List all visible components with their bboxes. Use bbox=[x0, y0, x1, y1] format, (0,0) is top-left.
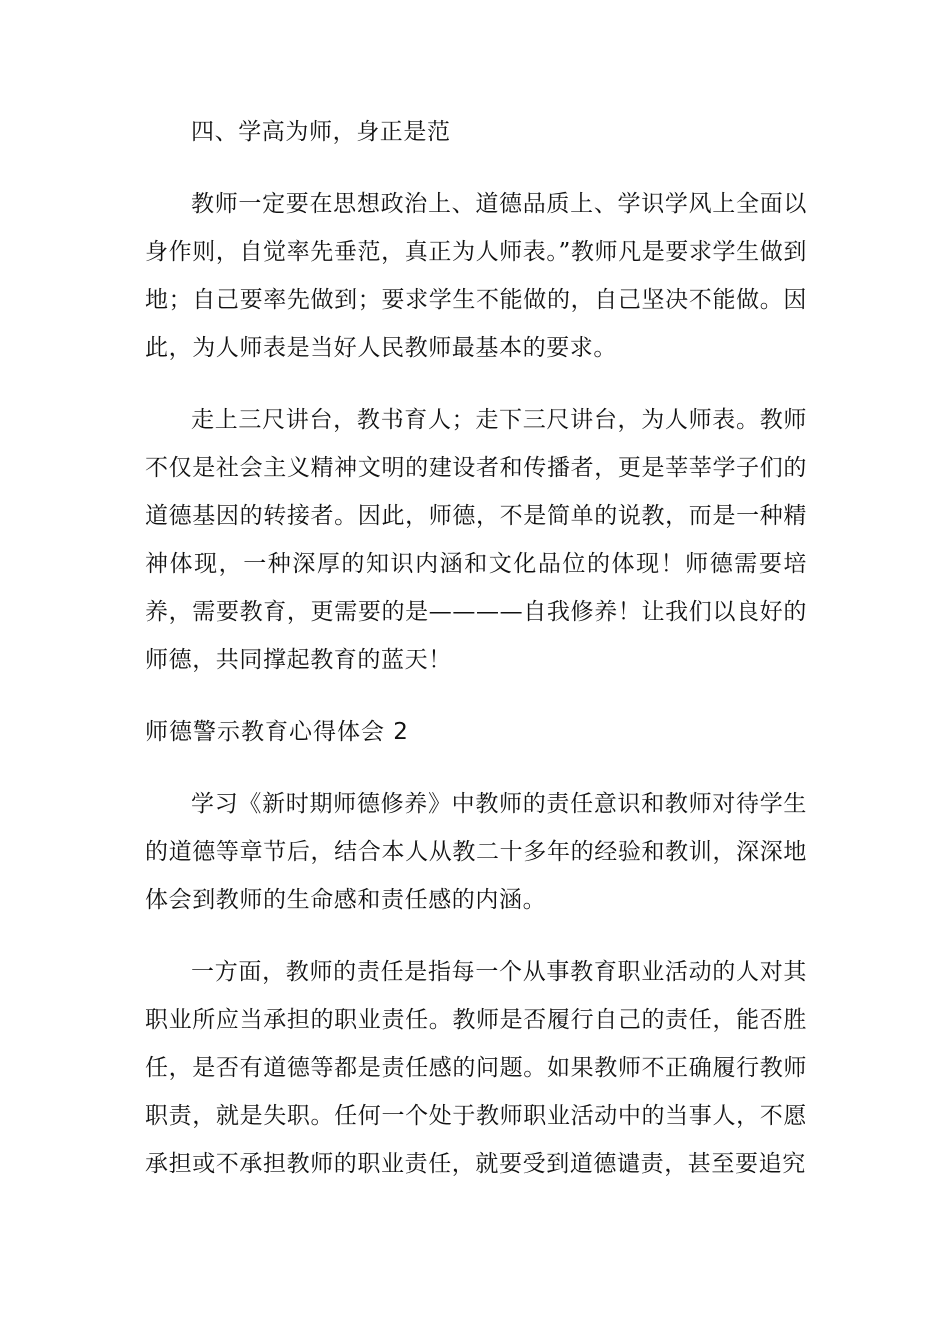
subheading: 四、学高为师，身正是范 bbox=[191, 119, 451, 145]
paragraph-study: 学习《新时期师德修养》中教师的责任意识和教师对待学生的道德等章节后，结合本人从教二十多年的经验和教训，深深地体会到教师的生命感和责任感的内涵。 bbox=[145, 791, 807, 913]
paragraph-responsibility: 一方面，教师的责任是指每一个从事教育职业活动的人对其职业所应当承担的职业责任。教师是否履行自己的责任，能否胜任，是否有道德等都是责任感的问题。如果教师不正确履行教师职责，就是失职。任何一个处于教师职业活动中的当事人，不愿承担或不承担教师的职业责任，就要受到道德谴责，甚至要追究 bbox=[145, 959, 807, 1177]
paragraph-role-model: 教师一定要在思想政治上、道德品质上、学识学风上全面以身作则，自觉率先垂范，真正为人师表。”教师凡是要求学生做到地；自己要率先做到；要求学生不能做的，自己坚决不能做。因此，为人师表是当好人民教师最基本的要求。 bbox=[145, 191, 807, 361]
paragraph-podium: 走上三尺讲台，教书育人；走下三尺讲台，为人师表。教师不仅是社会主义精神文明的建设者和传播者，更是莘莘学子们的道德基因的转接者。因此，师德，不是简单的说教，而是一种精神体现，一种深厚的知识内涵和文化品位的体现！师德需要培养，需要教育，更需要的是————自我修养！让我们以良好的师德，共同撑起教育的蓝天！ bbox=[145, 407, 807, 673]
document-body bbox=[145, 108, 807, 1212]
section-title: 师德警示教育心得体会 2 bbox=[145, 719, 409, 745]
